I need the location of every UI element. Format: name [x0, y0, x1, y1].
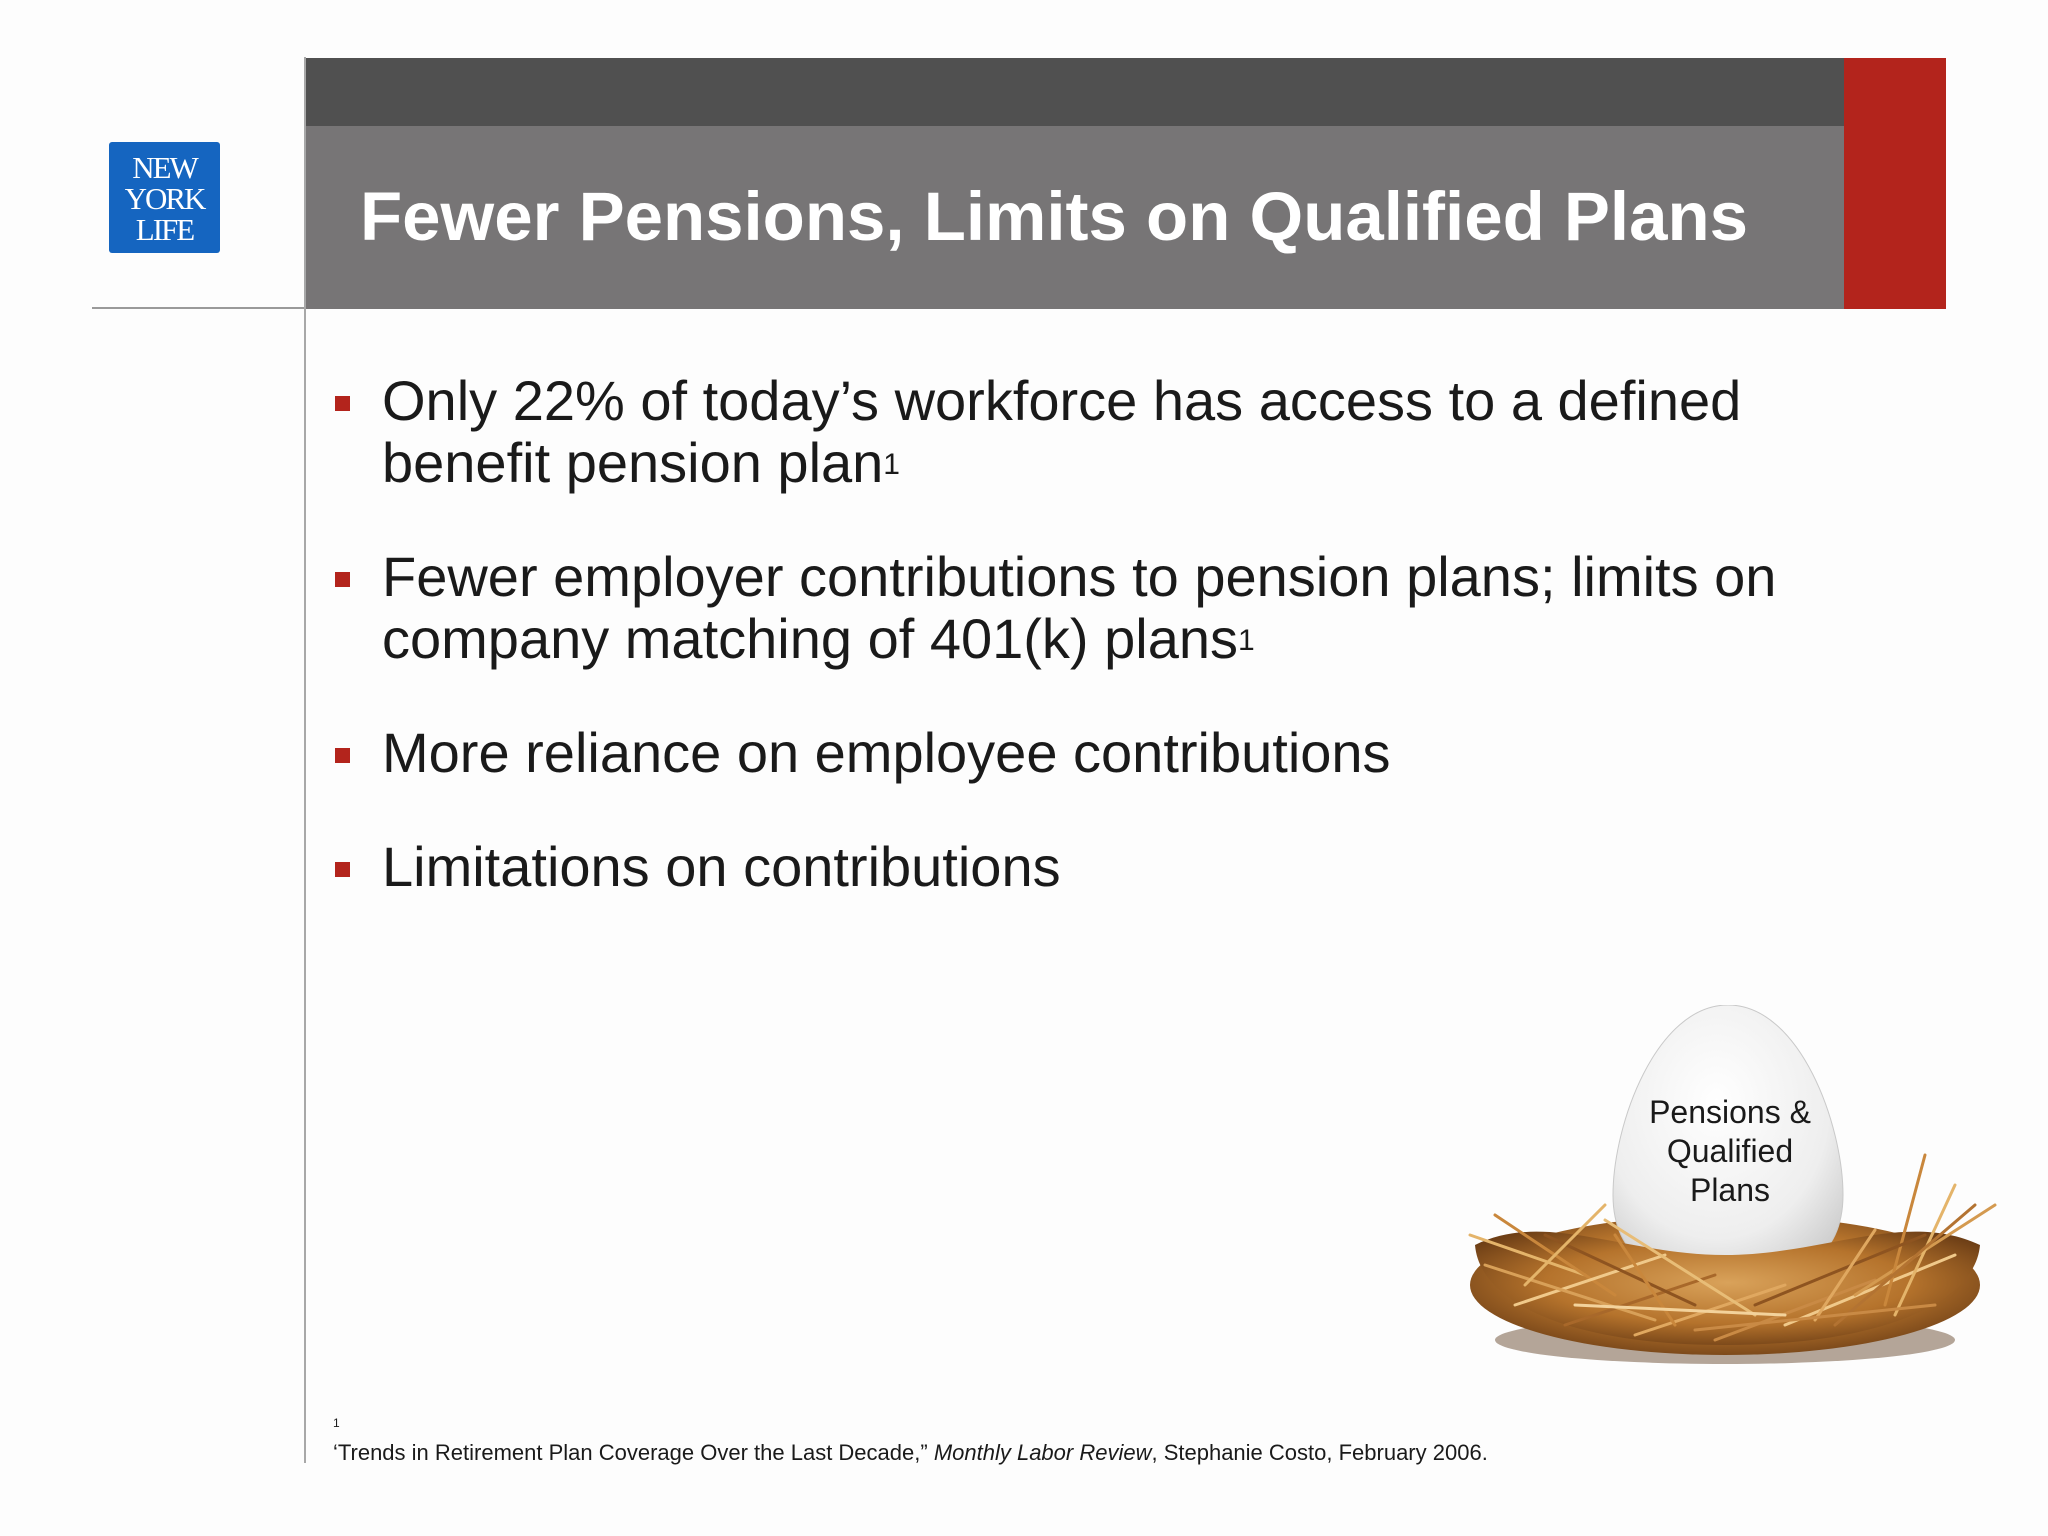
logo-line-life: LIFE — [135, 212, 194, 247]
header-accent-block — [1844, 58, 1946, 309]
footnote-ref: 1 — [883, 448, 900, 481]
footnote-ref: 1 — [1238, 624, 1255, 657]
slide-title: Fewer Pensions, Limits on Qualified Plans — [360, 178, 1748, 255]
footnote-publication: Monthly Labor Review — [933, 1440, 1152, 1465]
bullet-list — [330, 370, 1850, 950]
footnote-mark: 1 — [333, 1416, 340, 1430]
bullet-text: Limitations on contributions — [382, 835, 1061, 898]
footnote — [333, 1440, 1488, 1466]
bullet-marker-icon — [335, 862, 350, 877]
logo-line-new: NEW — [132, 150, 197, 185]
egg-label-line-1: Pensions & — [1649, 1094, 1811, 1130]
logo-line-york: YORK — [124, 181, 205, 216]
horizontal-divider — [92, 307, 305, 309]
bullet-item — [330, 546, 1850, 670]
footnote-suffix: , Stephanie Costo, February 2006. — [1151, 1440, 1488, 1465]
header-top-band — [306, 58, 1844, 126]
bullet-item — [330, 836, 1850, 898]
bullet-marker-icon — [335, 748, 350, 763]
bullet-marker-icon — [335, 396, 350, 411]
egg-label — [1620, 1093, 1840, 1210]
egg-label-line-3: Plans — [1689, 1172, 1771, 1208]
bullet-marker-icon — [335, 572, 350, 587]
bullet-item — [330, 370, 1850, 494]
bullet-text: Fewer employer contributions to pension plans; limits on company matching of 401(k) plans — [382, 545, 1777, 670]
new-york-life-logo — [109, 142, 220, 253]
egg-label-line-2: Qualified — [1666, 1133, 1794, 1169]
bullet-text: Only 22% of today’s workforce has access to a defined benefit pension plan — [382, 369, 1742, 494]
bullet-item — [330, 722, 1850, 784]
footnote-prefix: ‘Trends in Retirement Plan Coverage Over the Last Decade,” — [333, 1440, 928, 1465]
bullet-text: More reliance on employee contributions — [382, 721, 1391, 784]
